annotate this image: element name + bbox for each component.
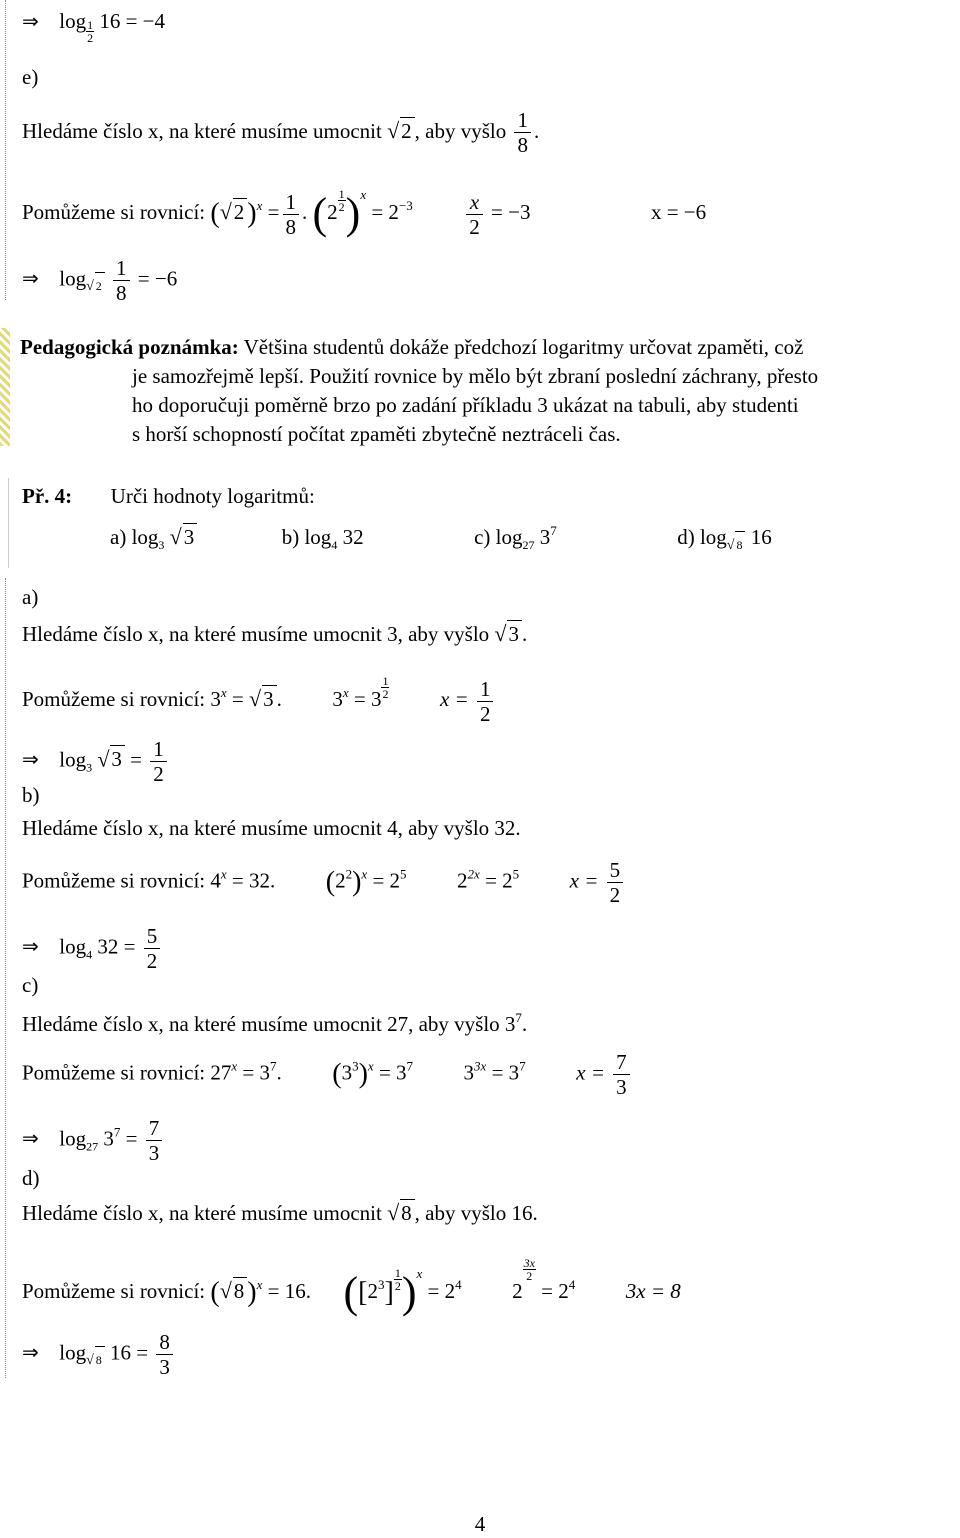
implies-icon: ⇒ — [22, 1340, 39, 1365]
exponent: 4 — [455, 1277, 462, 1292]
note-marker — [0, 328, 10, 446]
base: 2 — [95, 272, 105, 299]
num: 8 — [156, 1330, 173, 1355]
base: 3 — [463, 1060, 475, 1085]
part-c-label: c) — [22, 973, 39, 997]
base: 2 — [367, 1279, 378, 1303]
eq-intro: Pomůžeme si rovnicí: — [22, 868, 206, 893]
base: 3 — [210, 687, 221, 711]
fraction — [613, 1050, 630, 1099]
radicand: 2 — [400, 117, 415, 144]
num: 1 — [382, 674, 389, 688]
num: 5 — [144, 924, 161, 949]
exponent: 4 — [568, 1277, 576, 1292]
num: 1 — [477, 677, 494, 702]
base: 3 — [86, 760, 93, 775]
d-equation-line: Pomůžeme si rovnicí: (√8 )$^x$ = 16. ($[2^3]$ $\frac{1}{2}$ )$^x = 2^4$ 2 $\frac{3x}{2}$ = $2^4$ 3x = 8 — [22, 1256, 681, 1318]
exponent: 3 — [352, 1058, 359, 1074]
den: 8 — [116, 281, 127, 305]
den: 3 — [616, 1075, 627, 1099]
exponent: 7 — [270, 1058, 277, 1074]
fraction — [607, 858, 624, 907]
implies-icon: ⇒ — [22, 9, 39, 33]
argument: 32 — [342, 525, 364, 549]
implies-icon: ⇒ — [22, 1126, 39, 1151]
log-value: 16 = −4 — [99, 9, 166, 33]
example-items — [110, 518, 772, 559]
sqrt-icon: √ — [97, 746, 110, 772]
exponent: 7 — [406, 1058, 414, 1074]
den: 3 — [159, 1355, 170, 1379]
radicand: 8 — [400, 1199, 415, 1226]
argument: 16 — [750, 525, 772, 549]
radicand: 3 — [507, 620, 522, 647]
a-find-line: Hledáme číslo x, na které musíme umocnit 3, aby vyšlo √3 . — [22, 621, 528, 646]
num: 1 — [113, 256, 130, 281]
eq-intro: Pomůžeme si rovnicí: — [22, 687, 206, 711]
example-task: Urči hodnoty logaritmů: — [110, 484, 315, 508]
solution: x = — [569, 868, 599, 893]
sqrt-icon: √ — [86, 1353, 94, 1369]
sqrt-icon: √ — [219, 1278, 232, 1303]
exponent: x — [220, 866, 227, 882]
exponent: 2x — [467, 866, 480, 882]
find-text: Hledáme číslo x, na které musíme umocnit 27, aby vyšlo 3 — [22, 1012, 516, 1036]
fraction — [113, 256, 130, 305]
item-c: c) log — [474, 525, 523, 549]
item-b: b) log — [281, 525, 332, 549]
base: 3 — [158, 538, 165, 552]
den: 2 — [146, 949, 158, 973]
base: 4 — [210, 868, 221, 893]
den: 3 — [148, 1141, 160, 1165]
sqrt-icon: √ — [219, 199, 232, 224]
exponent: −3 — [398, 198, 413, 213]
exponent: x — [342, 685, 349, 700]
c-find-line: Hledáme číslo x, na které musíme umocnit 27, aby vyšlo $3^7$. — [22, 1010, 528, 1036]
b-result-line — [22, 924, 163, 973]
base: 2 — [335, 868, 346, 893]
exponent: 7 — [550, 523, 557, 538]
part-d-label: d) — [22, 1166, 40, 1190]
argument: 16 = — [110, 1340, 149, 1365]
den: 2 — [382, 687, 389, 701]
exponent: 7 — [515, 1010, 522, 1025]
num: 5 — [607, 858, 624, 883]
log-text: log — [59, 266, 87, 291]
rhs: = 2 — [427, 1279, 456, 1303]
rhs: = 3 — [491, 1060, 520, 1085]
find-text: Hledáme číslo x, na které musíme umocnit — [22, 1201, 382, 1225]
exponent: x — [416, 1266, 423, 1281]
radicand: 3 — [110, 745, 125, 772]
exponent: 7 — [519, 1058, 526, 1074]
radicand: 3 — [183, 523, 198, 550]
d-result-line — [22, 1330, 176, 1379]
b-equation-line: Pomůžeme si rovnicí: 4$^x$ = 32. $(2^2)^x = 2^5$ $2^{2x} = 2^5$ x = $\frac{5}{2}$ — [22, 858, 626, 907]
exponent: 2 — [345, 866, 353, 882]
argument: 32 = — [97, 934, 136, 959]
note-line: ho doporučuji poměrně brzo po zadání příkladu 3 ukázat na tabuli, aby studenti — [132, 393, 799, 417]
base-num: 1 — [87, 18, 94, 32]
example-rule — [8, 478, 9, 568]
note-line: s horší schopností počítat zpaměti zbytečně neztráceli čas. — [132, 422, 621, 446]
d-find-line — [22, 1199, 538, 1226]
exponent: x — [367, 1058, 374, 1074]
sqrt-icon: √ — [249, 686, 262, 711]
base: 8 — [735, 531, 745, 558]
sqrt-icon: √ — [726, 538, 735, 553]
fraction — [144, 924, 161, 973]
c-equation-line: Pomůžeme si rovnicí: $27^x = 3^7$. $(3^3)^x = 3^7$ $3^{3x} = 3^7$ x = $\frac{7}{3}$ — [22, 1050, 633, 1099]
base-den: 2 — [87, 31, 94, 45]
solution: x = — [576, 1060, 605, 1085]
num: 7 — [146, 1116, 163, 1141]
num: 1 — [150, 737, 167, 762]
num: 3x — [523, 1256, 535, 1270]
base: 3 — [332, 687, 343, 711]
exponent: 5 — [512, 866, 520, 882]
find-tail: , aby vyšlo 16. — [414, 1201, 538, 1225]
part-b-label: b) — [22, 783, 40, 807]
den: 2 — [526, 1269, 533, 1283]
exponent: x — [360, 187, 367, 202]
sqrt-icon: √ — [86, 279, 94, 295]
exponent: x — [256, 1277, 263, 1292]
base: 3 — [341, 1060, 353, 1085]
num: 7 — [613, 1050, 630, 1075]
a-equation-line: Pomůžeme si rovnicí: $3^x = √3$ . 3$^x$ = 3 $\frac{1}{2}$ x = $\frac{1}{2}$ — [22, 675, 496, 726]
d-result-line — [22, 8, 165, 51]
rhs: = 3 — [242, 1060, 271, 1085]
num: 1 — [514, 108, 531, 133]
num: 1 — [283, 190, 300, 215]
den: 2 — [394, 1279, 401, 1293]
find-text: Hledáme číslo x, na které musíme umocnit 3, aby vyšlo — [22, 622, 490, 646]
num: x — [466, 190, 483, 215]
example-label: Př. 4: — [22, 484, 73, 508]
den: 2 — [338, 200, 345, 214]
base: 2 — [512, 1279, 523, 1303]
eq-intro: Pomůžeme si rovnicí: — [22, 1279, 206, 1303]
fraction — [283, 190, 300, 239]
den: 2 — [609, 883, 621, 907]
base: 2 — [457, 868, 468, 893]
e-find-line: Hledáme číslo x, na které musíme umocnit √2 , aby vyšlo $\frac{1}{8}$ . — [22, 108, 540, 157]
note-line: je samozřejmě lepší. Použití rovnice by mělo být zbraní poslední záchrany, přesto — [132, 364, 819, 388]
exponent: x — [256, 198, 263, 213]
den: 8 — [517, 133, 528, 157]
log-text: log — [59, 9, 87, 33]
item-a: a) log — [110, 525, 159, 549]
exponent: 7 — [113, 1124, 121, 1140]
solution: x = — [439, 687, 469, 711]
exponent: 3 — [377, 1277, 385, 1292]
sqrt-icon: √ — [387, 1200, 400, 1225]
page-number: 4 — [474, 1512, 486, 1536]
note-heading: Pedagogická poznámka: — [20, 335, 239, 359]
part-e-label: e) — [22, 65, 39, 89]
b-find-line: Hledáme číslo x, na které musíme umocnit 4, aby vyšlo 32. — [22, 816, 521, 840]
exponent: 5 — [400, 866, 407, 882]
find-text: Hledáme číslo x, na které musíme umocnit — [22, 119, 382, 143]
base: 27 — [86, 1139, 99, 1154]
a-result-line: ⇒ $\log_3 √3$ = $\frac{1}{2}$ — [22, 737, 170, 786]
note-line: Většina studentů dokáže předchozí logaritmy určovat zpaměti, což — [243, 335, 804, 359]
base: 4 — [331, 538, 338, 552]
implies-icon: ⇒ — [22, 934, 39, 959]
argument: 3 — [103, 1126, 114, 1151]
exponent: 3x — [474, 1058, 487, 1074]
solution: 3x = 8 — [625, 1279, 681, 1303]
fraction — [514, 108, 531, 157]
radicand: 2 — [233, 198, 248, 225]
argument: 3 — [539, 525, 551, 549]
rhs: = 2 — [372, 868, 401, 893]
radicand: 8 — [233, 1277, 248, 1304]
exponent: x — [220, 685, 227, 700]
rhs: = 3 — [378, 1060, 407, 1085]
solution-rule — [5, 578, 7, 1378]
log-text: log — [59, 747, 87, 772]
exponent: x — [361, 866, 368, 882]
c-result-line: ⇒ $\log_{27} 3^7$ = $\frac{7}{3}$ — [22, 1116, 165, 1165]
solution: x = −6 — [650, 200, 707, 224]
den: 2 — [153, 762, 164, 786]
sqrt-icon: √ — [387, 118, 400, 143]
num: 1 — [338, 187, 345, 201]
fraction — [466, 190, 483, 239]
example-header — [22, 483, 315, 509]
eq-intro: Pomůžeme si rovnicí: — [22, 1060, 206, 1085]
radicand: 3 — [262, 685, 277, 712]
den: 8 — [285, 214, 296, 239]
rhs: = 2 — [541, 1279, 569, 1303]
sqrt-icon: √ — [494, 621, 507, 646]
part-a-label: a) — [22, 585, 39, 609]
base: 2 — [327, 200, 338, 224]
rhs: = 2 — [371, 200, 399, 224]
implies-icon: ⇒ — [22, 266, 39, 291]
base: 8 — [95, 1346, 105, 1373]
implies-icon: ⇒ — [22, 747, 39, 772]
rhs: = −6 — [137, 266, 178, 291]
den: 2 — [469, 214, 480, 239]
base: 4 — [86, 947, 93, 962]
exponent: x — [231, 1058, 238, 1074]
fraction — [156, 1330, 173, 1379]
rhs: = 3 — [353, 687, 382, 711]
rhs: = −3 — [491, 200, 531, 224]
pedagogical-note — [20, 333, 960, 449]
base: 27 — [522, 538, 535, 552]
log-text: log — [59, 1340, 87, 1365]
e-equation-line: Pomůžeme si rovnicí: (√2 )$^x$ = $\frac{1}{8}$ . (2 $\frac{1}{2}$ )$^x = 2^{-3}$ $\frac{x}{2}$ = −3 x = −6 — [22, 187, 707, 239]
fraction — [150, 737, 167, 786]
margin-rule — [5, 0, 7, 300]
log-text: log — [59, 1126, 87, 1151]
sqrt-icon: √ — [169, 524, 182, 549]
fraction — [146, 1116, 163, 1165]
rhs: = 16. — [267, 1279, 311, 1303]
eq-intro: Pomůžeme si rovnicí: — [22, 200, 206, 224]
num: 1 — [394, 1266, 401, 1280]
den: 2 — [479, 701, 491, 726]
find-tail: , aby vyšlo — [414, 119, 507, 143]
fraction — [477, 677, 494, 726]
e-result-line — [22, 256, 177, 305]
item-d: d) log — [677, 525, 727, 549]
rhs: = 2 — [485, 868, 513, 893]
base: 27 — [210, 1060, 232, 1085]
log-text: log — [59, 934, 87, 959]
rhs: = 32. — [231, 868, 276, 893]
